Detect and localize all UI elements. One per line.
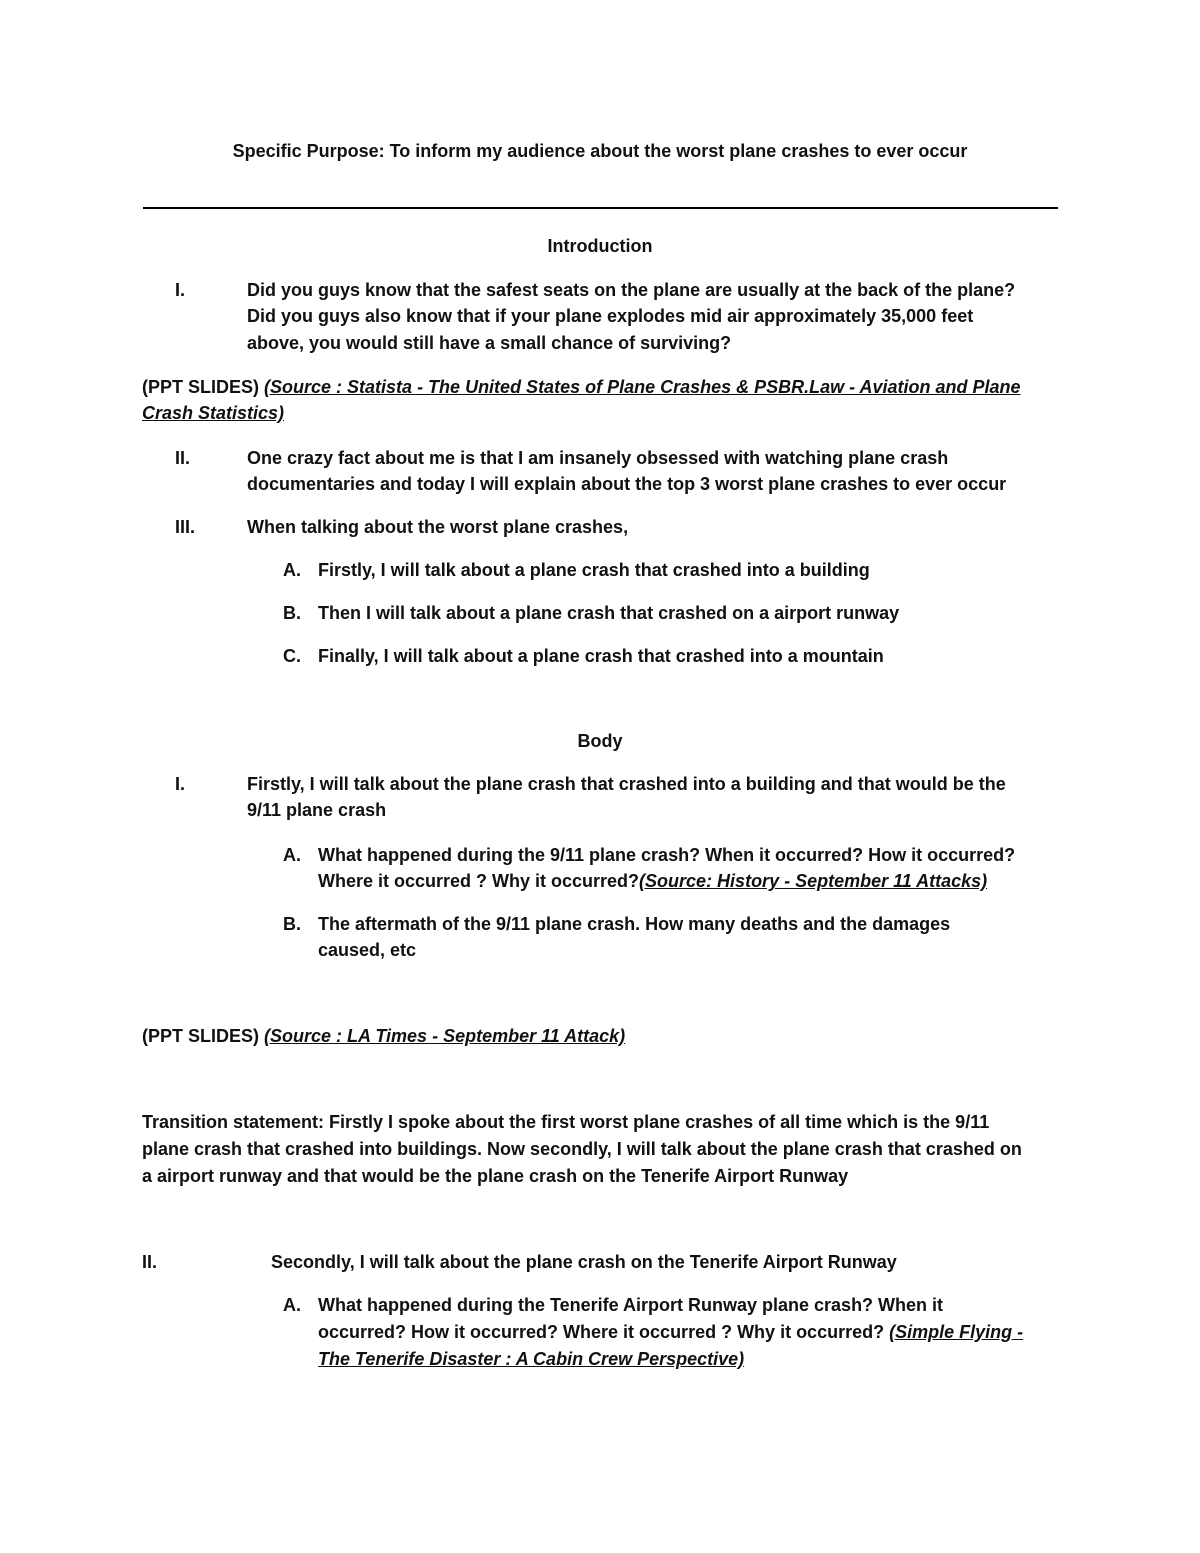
subpoint-text: caused, etc xyxy=(318,940,417,960)
ppt-slides-label: (PPT SLIDES) xyxy=(142,377,260,397)
body-point1-line: 9/11 plane crash xyxy=(247,800,387,820)
transition-line: Transition statement: Firstly I spoke about the first worst plane crashes of all time which is the 9/11 xyxy=(142,1112,990,1132)
introduction-heading: Introduction xyxy=(547,236,653,256)
intro-point2-line: One crazy fact about me is that I am insanely obsessed with watching plane crash xyxy=(247,448,949,468)
source-citation: (Source: History - September 11 Attacks) xyxy=(639,871,988,891)
subpoint-text: What happened during the Tenerife Airport Runway plane crash? When it xyxy=(318,1295,944,1315)
transition-line: plane crash that crashed into buildings. Now secondly, I will talk about the plane crash that crashed on xyxy=(142,1139,1022,1159)
subpoint-text-line: occurred? How it occurred? Where it occurred ? Why it occurred? xyxy=(318,1322,885,1342)
subpoint-marker: A. xyxy=(283,845,301,865)
subpoint-text xyxy=(318,872,987,890)
intro-point1-line: Did you guys know that the safest seats on the plane are usually at the back of the plane? xyxy=(247,280,1016,300)
source-citation: Crash Statistics) xyxy=(142,403,285,423)
intro-point2-line: documentaries and today I will explain about the top 3 worst plane crashes to ever occur xyxy=(247,474,1007,494)
subpoint-text xyxy=(318,1323,1023,1341)
subpoint-text-line: Where it occurred ? Why it occurred? xyxy=(318,871,640,891)
source-citation: (Source : Statista - The United States of Plane Crashes & PSBR.Law - Aviation and Plane xyxy=(264,377,1021,397)
body-heading: Body xyxy=(577,731,623,751)
intro-point1-line: Did you guys also know that if your plane explodes mid air approximately 35,000 feet xyxy=(247,306,974,326)
subpoint-text: Then I will talk about a plane crash that crashed on a airport runway xyxy=(318,603,900,623)
ppt-slides-label: (PPT SLIDES) xyxy=(142,1026,260,1046)
body-point2-marker: II. xyxy=(142,1252,158,1272)
subpoint-marker: B. xyxy=(283,603,301,623)
intro-point1-marker: I. xyxy=(175,280,186,300)
source-citation: (Simple Flying - xyxy=(889,1322,1024,1342)
transition-line: a airport runway and that would be the plane crash on the Tenerife Airport Runway xyxy=(142,1166,849,1186)
horizontal-rule xyxy=(143,207,1058,209)
subpoint-marker: A. xyxy=(283,560,301,580)
subpoint-marker: C. xyxy=(283,646,301,666)
source-citation: The Tenerife Disaster : A Cabin Crew Perspective) xyxy=(318,1349,745,1369)
body-point1-marker: I. xyxy=(175,774,186,794)
source-citation: (Source : LA Times - September 11 Attack) xyxy=(264,1026,626,1046)
intro-point2-marker: II. xyxy=(175,448,191,468)
intro-ppt-note xyxy=(142,378,1021,396)
subpoint-text: Firstly, I will talk about a plane crash that crashed into a building xyxy=(318,560,870,580)
subpoint-text: What happened during the 9/11 plane crash? When it occurred? How it occurred? xyxy=(318,845,1016,865)
specific-purpose: Specific Purpose: To inform my audience about the worst plane crashes to ever occur xyxy=(232,141,968,161)
body-point2-text: Secondly, I will talk about the plane crash on the Tenerife Airport Runway xyxy=(271,1252,897,1272)
intro-point1-line: above, you would still have a small chance of surviving? xyxy=(247,333,732,353)
subpoint-marker: B. xyxy=(283,914,301,934)
body-point1-line: Firstly, I will talk about the plane crash that crashed into a building and that would be the xyxy=(247,774,1006,794)
intro-point3-text: When talking about the worst plane crashes, xyxy=(247,517,629,537)
subpoint-marker: A. xyxy=(283,1295,301,1315)
subpoint-text: The aftermath of the 9/11 plane crash. How many deaths and the damages xyxy=(318,914,951,934)
intro-point3-marker: III. xyxy=(175,517,196,537)
subpoint-text: Finally, I will talk about a plane crash that crashed into a mountain xyxy=(318,646,884,666)
body-ppt-note xyxy=(142,1027,625,1045)
